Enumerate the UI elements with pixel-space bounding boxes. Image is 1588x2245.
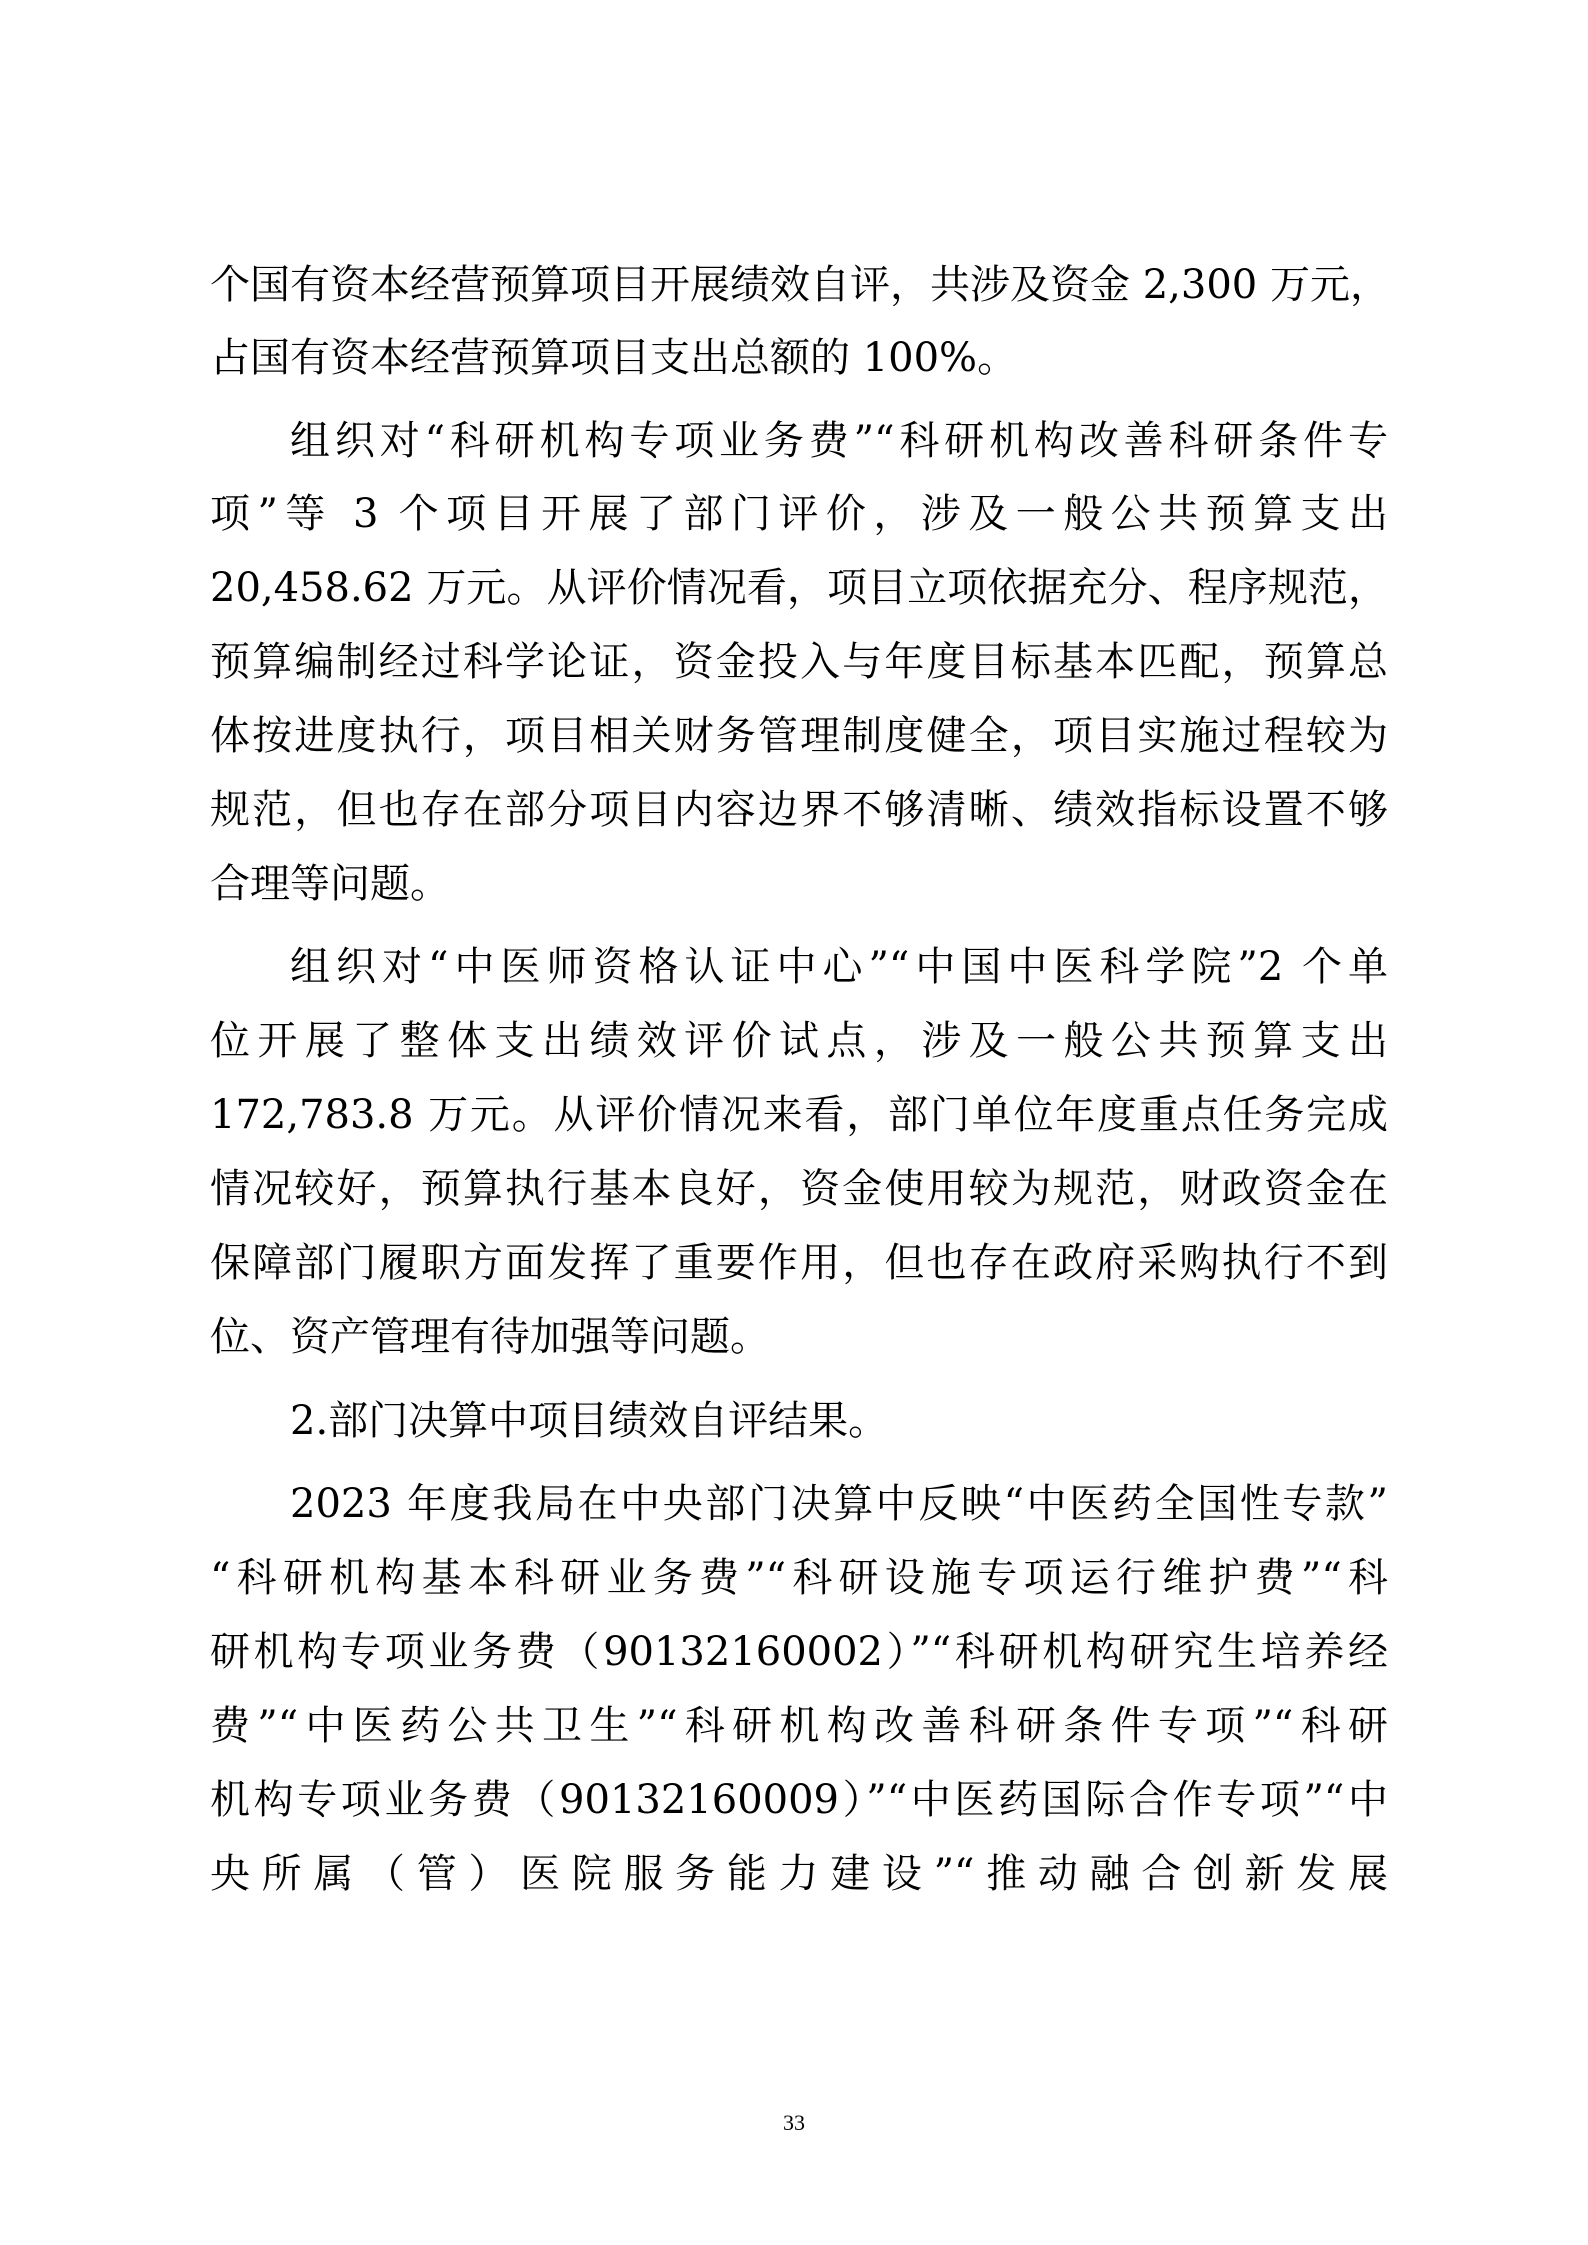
- paragraph-line: 费”“中医药公共卫生”“科研机构改善科研条件专项”“科研: [210, 1703, 1388, 1749]
- paragraph-line: 情况较好，预算执行基本良好，资金使用较为规范，财政资金在: [210, 1166, 1388, 1212]
- paragraph-line: 央所属（管）医院服务能力建设”“推动融合创新发展: [210, 1851, 1388, 1897]
- paragraph-line: 规范，但也存在部分项目内容边界不够清晰、绩效指标设置不够: [210, 787, 1388, 833]
- paragraph-line: 占国有资本经营预算项目支出总额的 100%。: [210, 335, 1018, 381]
- page-number: 33: [783, 2110, 805, 2135]
- paragraph-line: 位、资产管理有待加强等问题。: [210, 1314, 770, 1360]
- paragraph-line: 预算编制经过科学论证，资金投入与年度目标基本匹配，预算总: [210, 639, 1388, 685]
- paragraph-line: 项”等 3 个项目开展了部门评价，涉及一般公共预算支出: [210, 491, 1388, 537]
- section-heading: 2.部门决算中项目绩效自评结果。: [290, 1398, 889, 1444]
- paragraph-line: 保障部门履职方面发挥了重要作用，但也存在政府采购执行不到: [210, 1240, 1388, 1286]
- paragraph-line: “科研机构基本科研业务费”“科研设施专项运行维护费”“科: [210, 1555, 1388, 1601]
- paragraph-line: 位开展了整体支出绩效评价试点，涉及一般公共预算支出: [210, 1018, 1388, 1064]
- paragraph-line: 研机构专项业务费（90132160002）”“科研机构研究生培养经: [210, 1629, 1388, 1675]
- paragraph-line: 组织对“中医师资格认证中心”“中国中医科学院”2 个单: [290, 944, 1388, 990]
- paragraph-line: 172,783.8 万元。从评价情况来看，部门单位年度重点任务完成: [210, 1092, 1388, 1138]
- paragraph-line: 体按进度执行，项目相关财务管理制度健全，项目实施过程较为: [210, 713, 1388, 759]
- paragraph-line: 20,458.62 万元。从评价情况看，项目立项依据充分、程序规范，: [210, 565, 1388, 611]
- paragraph-line: 个国有资本经营预算项目开展绩效自评，共涉及资金 2,300 万元，: [210, 262, 1390, 308]
- paragraph-line: 2023 年度我局在中央部门决算中反映“中医药全国性专款”: [290, 1481, 1388, 1527]
- paragraph-line: 组织对“科研机构专项业务费”“科研机构改善科研条件专: [290, 418, 1388, 464]
- paragraph-line: 合理等问题。: [210, 861, 450, 907]
- paragraph-line: 机构专项业务费（90132160009）”“中医药国际合作专项”“中: [210, 1777, 1388, 1823]
